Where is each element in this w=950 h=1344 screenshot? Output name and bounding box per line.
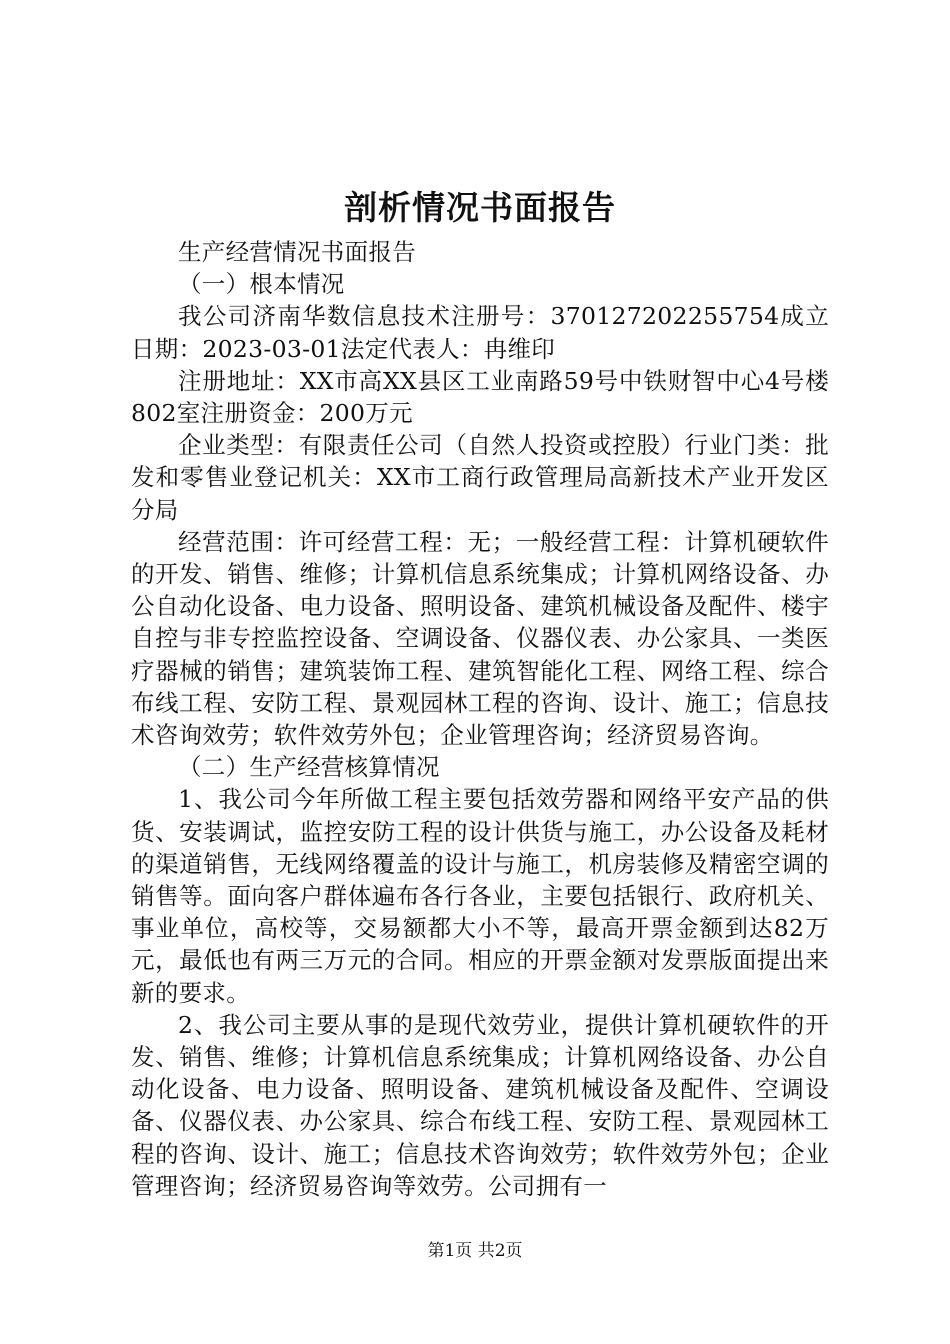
paragraph-item-2: 2、我公司主要从事的是现代效劳业，提供计算机硬软件的开发、销售、维修；计算机信息系统集成；计算机网络设备、办公自动化设备、电力设备、照明设备、建筑机械设备及配件、空调设备、仪器仪表、办公家具、综合布线工程、安防工程、景观园林工程的咨询、设计、施工；信息技术咨询效劳；软件效劳外包；企业管理咨询；经济贸易咨询等效劳。公司拥有一 bbox=[131, 1010, 829, 1200]
paragraph-address: 注册地址：XX市高XX县区工业南路59号中铁财智中心4号楼802室注册资金：200万元 bbox=[131, 366, 829, 428]
paragraph-company-type: 企业类型：有限责任公司（自然人投资或控股）行业门类：批发和零售业登记机关：XX市工商行政管理局高新技术产业开发区分局 bbox=[131, 431, 829, 524]
document-title: 剖析情况书面报告 bbox=[344, 188, 616, 227]
paragraph-subtitle: 生产经营情况书面报告 bbox=[178, 238, 416, 266]
paragraph-business-scope: 经营范围：许可经营工程：无；一般经营工程：计算机硬软件的开发、销售、维修；计算机信息系统集成；计算机网络设备、办公自动化设备、电力设备、照明设备、建筑机械设备及配件、楼宇自控与非专控监控设备、空调设备、仪器仪表、办公家具、一类医疗器械的销售；建筑装饰工程、建筑智能化工程、网络工程、综合布线工程、安防工程、景观园林工程的咨询、设计、施工；信息技术咨询效劳；软件效劳外包；企业管理咨询；经济贸易咨询。 bbox=[131, 527, 829, 750]
section-heading-1: （一）根本情况 bbox=[178, 270, 345, 299]
section-heading-2: （二）生产经营核算情况 bbox=[178, 753, 440, 782]
page-footer: 第1页 共2页 bbox=[427, 1241, 523, 1261]
document-body bbox=[131, 236, 829, 1202]
paragraph-registration: 我公司济南华数信息技术注册号：370127202255754成立日期：2023-03-01法定代表人：冉维印 bbox=[131, 302, 829, 363]
paragraph-item-1: 1、我公司今年所做工程主要包括效劳器和网络平安产品的供货、安装调试，监控安防工程的设计供货与施工，办公设备及耗材的渠道销售，无线网络覆盖的设计与施工，机房装修及精密空调的销售等。面向客户群体遍布各行各业，主要包括银行、政府机关、事业单位，高校等，交易额都大小不等，最高开票金额到达82万元，最低也有两三万元的合同。相应的开票金额对发票版面提出来新的要求。 bbox=[131, 785, 829, 1007]
